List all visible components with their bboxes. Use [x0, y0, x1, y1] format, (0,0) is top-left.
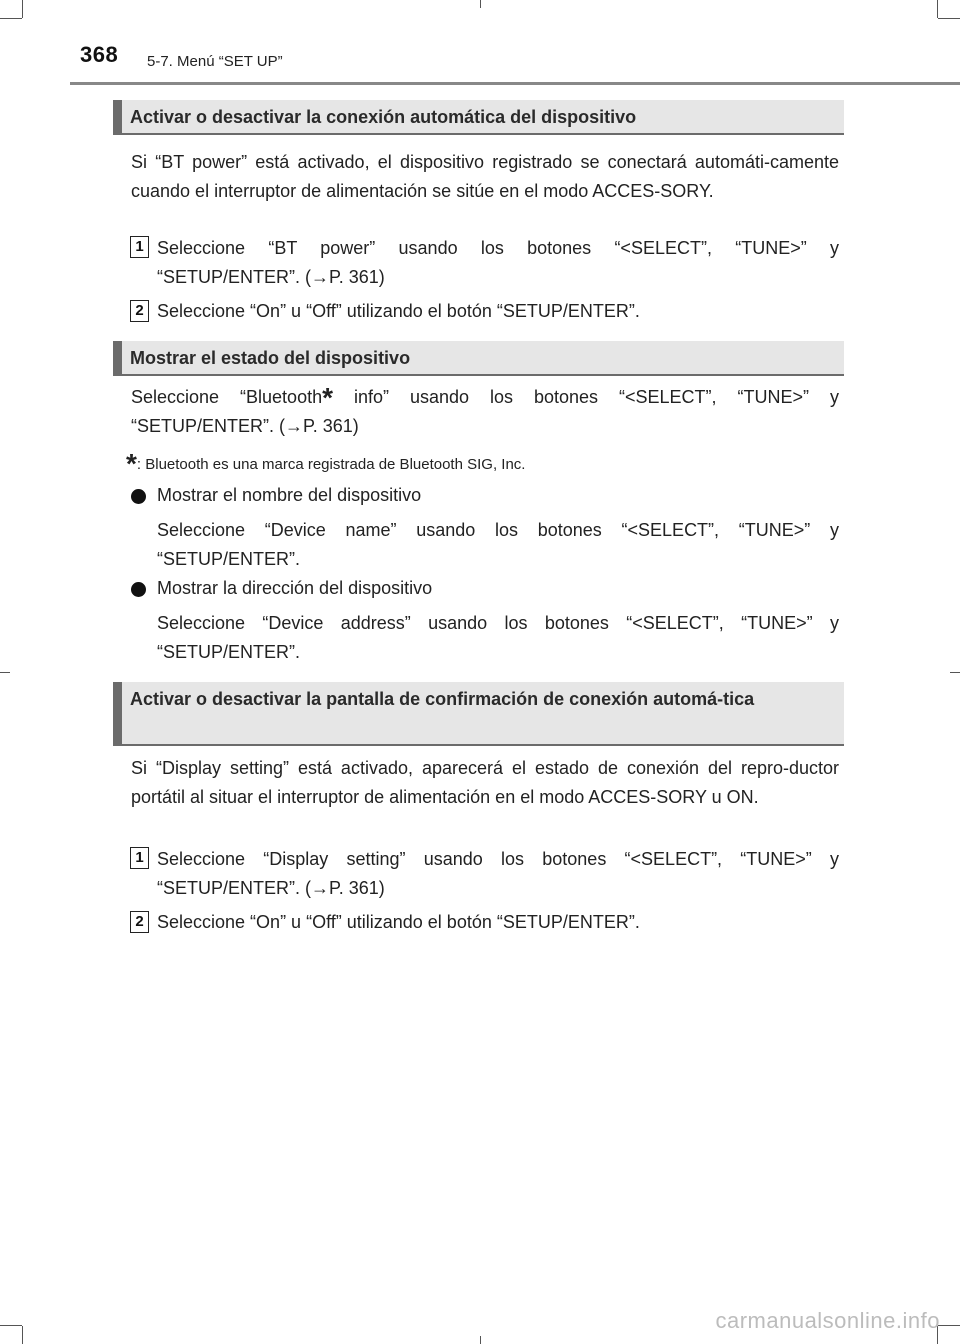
- section-intro: Si “BT power” está activado, el dispositivo registrado se conectará automáti-camente cuando el interruptor de alimentación se sitúe en el modo ACCES-SORY.: [131, 152, 839, 201]
- item-text: Seleccione “Device address” usando los botones “<SELECT”, “TUNE>” y “SETUP/ENTER”.: [157, 613, 839, 662]
- watermark: carmanualsonline.info: [715, 1308, 940, 1333]
- bullet-icon: [131, 489, 146, 504]
- item-title: Mostrar la dirección del dispositivo: [157, 578, 433, 598]
- step-text: Seleccione “On” u “Off” utilizando el botón “SETUP/ENTER”.: [157, 912, 640, 932]
- crop-mark: [938, 1325, 960, 1326]
- crop-mark: [950, 672, 960, 673]
- crop-mark: [480, 1336, 481, 1344]
- crop-mark: [0, 1325, 22, 1326]
- page-header: [0, 0, 960, 90]
- header-rule: [70, 82, 960, 85]
- bullet-icon: [131, 582, 146, 597]
- intro-text: Seleccione “Bluetooth: [131, 387, 323, 407]
- intro-text: info” usando los botones “<SELECT”, “TUNE>” y “SETUP/ENTER”. (→P. 361): [131, 387, 839, 436]
- item-text: Seleccione “Device name” usando los botones “<SELECT”, “TUNE>” y “SETUP/ENTER”.: [157, 520, 839, 569]
- heading-bar: [113, 100, 122, 133]
- step-number: 2: [130, 911, 149, 933]
- step-text: Seleccione “Display setting” usando los botones “<SELECT”, “TUNE>” y “SETUP/ENTER”. (→P. 361): [157, 849, 839, 898]
- step-text: Seleccione “On” u “Off” utilizando el botón “SETUP/ENTER”.: [157, 301, 640, 321]
- asterisk: *: [322, 382, 333, 413]
- step-text: Seleccione “BT power” usando los botones “<SELECT”, “TUNE>” y “SETUP/ENTER”. (→P. 361): [157, 238, 839, 287]
- section-heading-confirm-screen: [113, 682, 844, 746]
- footnote-text: : Bluetooth es una marca registrada de Bluetooth SIG, Inc.: [136, 456, 526, 473]
- section-intro: [131, 383, 839, 441]
- chapter-title: 5-7. Menú “SET UP”: [147, 53, 283, 70]
- section-title: Activar o desactivar la conexión automática del dispositivo: [130, 107, 637, 127]
- heading-bar: [113, 341, 122, 374]
- item-title: Mostrar el nombre del dispositivo: [157, 485, 422, 505]
- heading-bar: [113, 682, 122, 744]
- asterisk: *: [126, 448, 137, 479]
- section-heading-auto-connect: [113, 100, 844, 135]
- section-intro: Si “Display setting” está activado, aparecerá el estado de conexión del repro-ductor portátil al situar el interruptor de alimentación en el modo ACCES-SORY u ON.: [131, 758, 839, 807]
- step-number: 1: [130, 847, 149, 869]
- page-number: 368: [80, 42, 119, 67]
- crop-mark: [22, 1326, 23, 1344]
- section-heading-device-status: [113, 341, 844, 376]
- section-title: Activar o desactivar la pantalla de confirmación de conexión automá-tica: [130, 689, 755, 709]
- step-number: 1: [130, 236, 149, 258]
- footnote: [126, 448, 525, 480]
- section-title: Mostrar el estado del dispositivo: [130, 348, 411, 368]
- step-number: 2: [130, 300, 149, 322]
- crop-mark: [0, 672, 10, 673]
